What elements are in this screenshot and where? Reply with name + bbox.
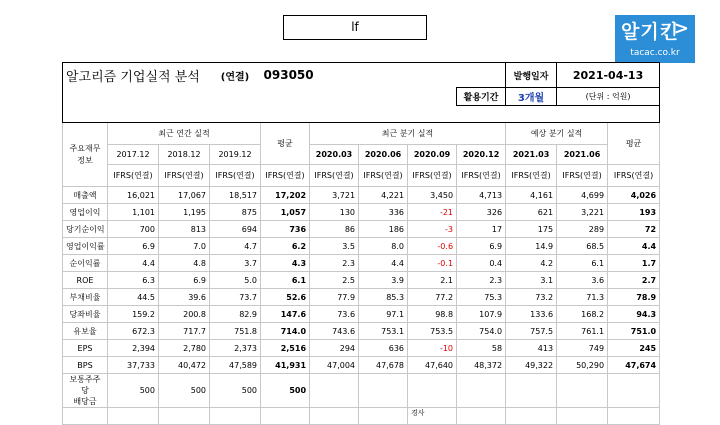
forecast-value[interactable]: 3.1 xyxy=(506,272,557,289)
forecast-average[interactable]: 751.0 xyxy=(608,323,660,340)
formula-bar[interactable] xyxy=(283,15,427,40)
col-header-forecast[interactable]: 2021.06 xyxy=(557,145,608,165)
chevron-right-icon: > xyxy=(673,18,689,39)
annual-value[interactable]: 44.5 xyxy=(108,289,159,306)
forecast-value[interactable]: 168.2 xyxy=(557,306,608,323)
annual-value[interactable]: 6.9 xyxy=(159,272,210,289)
group-forecast: 예상 분기 실적 xyxy=(506,123,608,145)
row-label: 유보율 xyxy=(63,323,108,340)
table-row xyxy=(63,221,660,238)
forecast-average[interactable]: 2.7 xyxy=(608,272,660,289)
ifrs-label[interactable]: IFRS(연결) xyxy=(210,165,261,187)
bottom-note: 경사 xyxy=(408,408,457,425)
stock-code: 093050 xyxy=(261,63,359,88)
quarter-value[interactable]: 753.1 xyxy=(359,323,408,340)
empty-cell xyxy=(506,408,557,425)
forecast-value[interactable]: 50,290 xyxy=(557,357,608,374)
annual-value[interactable]: 813 xyxy=(159,221,210,238)
quarter-value[interactable] xyxy=(359,374,408,408)
forecast-value[interactable]: 761.1 xyxy=(557,323,608,340)
forecast-value[interactable]: 49,322 xyxy=(506,357,557,374)
table-row xyxy=(63,357,660,374)
quarter-value[interactable]: 4,713 xyxy=(457,187,506,204)
group-annual: 최근 연간 실적 xyxy=(108,123,261,145)
empty-cell xyxy=(457,408,506,425)
annual-value[interactable]: 6.9 xyxy=(108,238,159,255)
annual-average[interactable]: 6.1 xyxy=(261,272,310,289)
quarter-value[interactable]: 3,450 xyxy=(408,187,457,204)
annual-average[interactable]: 500 xyxy=(261,374,310,408)
quarter-value[interactable]: 58 xyxy=(457,340,506,357)
row-label: 보통주주당 배당금 xyxy=(63,374,108,408)
annual-value[interactable]: 2,394 xyxy=(108,340,159,357)
brand-logo[interactable] xyxy=(615,15,695,63)
table-row xyxy=(63,323,660,340)
table-row xyxy=(63,340,660,357)
annual-value[interactable]: 7.0 xyxy=(159,238,210,255)
quarter-value[interactable]: 186 xyxy=(359,221,408,238)
col-header-forecast[interactable]: 2021.03 xyxy=(506,145,557,165)
quarter-value[interactable]: 2.3 xyxy=(310,255,359,272)
forecast-value[interactable]: 4.2 xyxy=(506,255,557,272)
ifrs-label[interactable]: IFRS(연결) xyxy=(557,165,608,187)
quarter-value[interactable]: 77.2 xyxy=(408,289,457,306)
header-row-3 xyxy=(63,106,660,123)
quarter-value[interactable]: 294 xyxy=(310,340,359,357)
annual-value[interactable]: 6.3 xyxy=(108,272,159,289)
forecast-value[interactable]: 289 xyxy=(557,221,608,238)
row-label: 당기순이익 xyxy=(63,221,108,238)
period-label: 활용기간 xyxy=(457,88,506,106)
forecast-average[interactable]: 4,026 xyxy=(608,187,660,204)
quarter-value[interactable]: 4,221 xyxy=(359,187,408,204)
forecast-value[interactable]: 3.6 xyxy=(557,272,608,289)
forecast-average[interactable]: 78.9 xyxy=(608,289,660,306)
annual-value[interactable]: 1,195 xyxy=(159,204,210,221)
table-row xyxy=(63,289,660,306)
col-header-annual[interactable]: 2017.12 xyxy=(108,145,159,165)
forecast-average[interactable]: 94.3 xyxy=(608,306,660,323)
table-row xyxy=(63,374,660,408)
formula-value: lf xyxy=(351,20,359,34)
annual-value[interactable]: 159.2 xyxy=(108,306,159,323)
table-row xyxy=(63,306,660,323)
annual-value[interactable]: 875 xyxy=(210,204,261,221)
annual-value[interactable]: 1,101 xyxy=(108,204,159,221)
table-row xyxy=(63,408,660,425)
quarter-value[interactable]: 73.6 xyxy=(310,306,359,323)
quarter-value[interactable] xyxy=(310,374,359,408)
forecast-average[interactable] xyxy=(608,374,660,408)
annual-value[interactable]: 694 xyxy=(210,221,261,238)
forecast-avg-header: 평균 xyxy=(608,123,660,165)
quarter-value[interactable]: 2.5 xyxy=(310,272,359,289)
quarter-value[interactable]: 130 xyxy=(310,204,359,221)
ifrs-label[interactable]: IFRS(연결) xyxy=(108,165,159,187)
quarter-value[interactable]: 326 xyxy=(457,204,506,221)
consolidated-label: (연결) xyxy=(210,63,261,88)
empty-cell xyxy=(63,408,108,425)
annual-average[interactable]: 2,516 xyxy=(261,340,310,357)
annual-value[interactable]: 500 xyxy=(159,374,210,408)
annual-average[interactable]: 6.2 xyxy=(261,238,310,255)
quarter-value[interactable]: 754.0 xyxy=(457,323,506,340)
annual-value[interactable]: 17,067 xyxy=(159,187,210,204)
issue-date-label: 발행일자 xyxy=(506,63,557,88)
forecast-value[interactable]: 621 xyxy=(506,204,557,221)
annual-value[interactable]: 5.0 xyxy=(210,272,261,289)
annual-avg-header: 평균 xyxy=(261,123,310,165)
empty-cell xyxy=(310,408,359,425)
forecast-value[interactable]: 175 xyxy=(506,221,557,238)
annual-average[interactable]: 714.0 xyxy=(261,323,310,340)
annual-value[interactable]: 39.6 xyxy=(159,289,210,306)
header-row-1 xyxy=(63,63,660,88)
annual-value[interactable]: 3.7 xyxy=(210,255,261,272)
forecast-value[interactable]: 3,221 xyxy=(557,204,608,221)
col-header-annual[interactable]: 2019.12 xyxy=(210,145,261,165)
issue-date[interactable]: 2021-04-13 xyxy=(557,63,660,88)
table-row xyxy=(63,238,660,255)
quarter-value[interactable]: 3,721 xyxy=(310,187,359,204)
ifrs-label[interactable]: IFRS(연결) xyxy=(408,165,457,187)
forecast-value[interactable] xyxy=(506,374,557,408)
row-label: 영업이익 xyxy=(63,204,108,221)
annual-value[interactable]: 18,517 xyxy=(210,187,261,204)
table-row xyxy=(63,187,660,204)
quarter-value[interactable]: -21 xyxy=(408,204,457,221)
quarter-value[interactable]: 75.3 xyxy=(457,289,506,306)
annual-value[interactable]: 73.7 xyxy=(210,289,261,306)
report-title: 알고리즘 기업실적 분석 xyxy=(66,69,200,85)
quarter-value[interactable]: -0.6 xyxy=(408,238,457,255)
quarter-value[interactable]: 743.6 xyxy=(310,323,359,340)
annual-average[interactable]: 1,057 xyxy=(261,204,310,221)
empty-cell xyxy=(608,408,660,425)
quarter-value[interactable]: 6.9 xyxy=(457,238,506,255)
table-row xyxy=(63,272,660,289)
forecast-value[interactable]: 133.6 xyxy=(506,306,557,323)
quarter-value[interactable]: 86 xyxy=(310,221,359,238)
forecast-value[interactable]: 68.5 xyxy=(557,238,608,255)
col-header-annual[interactable]: 2018.12 xyxy=(159,145,210,165)
forecast-value[interactable] xyxy=(557,374,608,408)
quarter-value[interactable]: 85.3 xyxy=(359,289,408,306)
ifrs-label[interactable]: IFRS(연결) xyxy=(261,165,310,187)
logo-url: tacac.co.kr xyxy=(630,48,680,58)
col-header-quarter[interactable]: 2020.06 xyxy=(359,145,408,165)
header-row-2 xyxy=(63,88,660,106)
quarter-value[interactable]: 47,004 xyxy=(310,357,359,374)
annual-average[interactable]: 4.3 xyxy=(261,255,310,272)
forecast-average[interactable]: 72 xyxy=(608,221,660,238)
quarter-value[interactable]: 8.0 xyxy=(359,238,408,255)
annual-value[interactable]: 4.4 xyxy=(108,255,159,272)
empty-cell xyxy=(261,408,310,425)
earnings-table xyxy=(62,62,660,425)
quarter-value[interactable] xyxy=(408,374,457,408)
empty-cell xyxy=(108,408,159,425)
forecast-value[interactable]: 4,161 xyxy=(506,187,557,204)
quarter-value[interactable]: -10 xyxy=(408,340,457,357)
group-quarter: 최근 분기 실적 xyxy=(310,123,506,145)
data-body xyxy=(63,187,660,425)
row-label: EPS xyxy=(63,340,108,357)
annual-value[interactable]: 37,733 xyxy=(108,357,159,374)
col-header-quarter[interactable]: 2020.03 xyxy=(310,145,359,165)
annual-average[interactable]: 52.6 xyxy=(261,289,310,306)
ifrs-label[interactable]: IFRS(연결) xyxy=(359,165,408,187)
annual-value[interactable]: 200.8 xyxy=(159,306,210,323)
empty-cell xyxy=(359,408,408,425)
annual-value[interactable]: 40,472 xyxy=(159,357,210,374)
quarter-value[interactable]: 17 xyxy=(457,221,506,238)
unit-label: (단위 : 억원) xyxy=(557,88,660,106)
table-row xyxy=(63,255,660,272)
ifrs-row xyxy=(63,165,660,187)
empty-cell xyxy=(210,408,261,425)
annual-value[interactable]: 700 xyxy=(108,221,159,238)
logo-text: 알기킨 xyxy=(621,21,680,43)
row-header-label: 주요재무 정보 xyxy=(63,123,108,187)
quarter-value[interactable]: 3.5 xyxy=(310,238,359,255)
forecast-average[interactable]: 1.7 xyxy=(608,255,660,272)
row-label: BPS xyxy=(63,357,108,374)
forecast-value[interactable]: 73.2 xyxy=(506,289,557,306)
annual-value[interactable]: 2,373 xyxy=(210,340,261,357)
quarter-value[interactable]: 2.1 xyxy=(408,272,457,289)
annual-value[interactable]: 47,589 xyxy=(210,357,261,374)
annual-value[interactable]: 4.8 xyxy=(159,255,210,272)
row-label: 매출액 xyxy=(63,187,108,204)
annual-value[interactable]: 672.3 xyxy=(108,323,159,340)
empty-cell xyxy=(159,408,210,425)
quarter-value[interactable]: 97.1 xyxy=(359,306,408,323)
forecast-value[interactable]: 6.1 xyxy=(557,255,608,272)
ifrs-label[interactable]: IFRS(연결) xyxy=(608,165,660,187)
quarter-value[interactable]: 98.8 xyxy=(408,306,457,323)
quarter-value[interactable]: 48,372 xyxy=(457,357,506,374)
ifrs-label[interactable]: IFRS(연결) xyxy=(506,165,557,187)
quarter-value[interactable]: 47,678 xyxy=(359,357,408,374)
annual-average[interactable]: 736 xyxy=(261,221,310,238)
quarter-value[interactable]: 336 xyxy=(359,204,408,221)
quarter-value[interactable]: -0.1 xyxy=(408,255,457,272)
annual-value[interactable]: 4.7 xyxy=(210,238,261,255)
row-label: 순이익률 xyxy=(63,255,108,272)
forecast-value[interactable]: 757.5 xyxy=(506,323,557,340)
quarter-value[interactable]: 47,640 xyxy=(408,357,457,374)
annual-value[interactable]: 2,780 xyxy=(159,340,210,357)
annual-value[interactable]: 500 xyxy=(210,374,261,408)
quarter-value[interactable]: 77.9 xyxy=(310,289,359,306)
spreadsheet xyxy=(62,62,659,417)
annual-average[interactable]: 41,931 xyxy=(261,357,310,374)
period-row xyxy=(63,145,660,165)
quarter-value[interactable] xyxy=(457,374,506,408)
group-row xyxy=(63,123,660,145)
annual-value[interactable]: 82.9 xyxy=(210,306,261,323)
col-header-quarter[interactable]: 2020.12 xyxy=(457,145,506,165)
row-label: 영업이익률 xyxy=(63,238,108,255)
row-label: 부채비율 xyxy=(63,289,108,306)
forecast-average[interactable]: 4.4 xyxy=(608,238,660,255)
annual-value[interactable]: 500 xyxy=(108,374,159,408)
forecast-value[interactable]: 14.9 xyxy=(506,238,557,255)
table-row xyxy=(63,204,660,221)
quarter-value[interactable]: 753.5 xyxy=(408,323,457,340)
annual-value[interactable]: 717.7 xyxy=(159,323,210,340)
quarter-value[interactable]: 2.3 xyxy=(457,272,506,289)
quarter-value[interactable]: 4.4 xyxy=(359,255,408,272)
forecast-average[interactable]: 47,674 xyxy=(608,357,660,374)
row-label: 당좌비율 xyxy=(63,306,108,323)
quarter-value[interactable]: 636 xyxy=(359,340,408,357)
forecast-average[interactable]: 193 xyxy=(608,204,660,221)
quarter-value[interactable]: 107.9 xyxy=(457,306,506,323)
ifrs-label[interactable]: IFRS(연결) xyxy=(310,165,359,187)
forecast-average[interactable]: 245 xyxy=(608,340,660,357)
col-header-quarter[interactable]: 2020.09 xyxy=(408,145,457,165)
ifrs-label[interactable]: IFRS(연결) xyxy=(457,165,506,187)
annual-average[interactable]: 147.6 xyxy=(261,306,310,323)
annual-value[interactable]: 16,021 xyxy=(108,187,159,204)
forecast-value[interactable]: 71.3 xyxy=(557,289,608,306)
forecast-value[interactable]: 4,699 xyxy=(557,187,608,204)
row-label: ROE xyxy=(63,272,108,289)
period-value[interactable]: 3개월 xyxy=(506,88,557,106)
annual-average[interactable]: 17,202 xyxy=(261,187,310,204)
quarter-value[interactable]: -3 xyxy=(408,221,457,238)
forecast-value[interactable]: 413 xyxy=(506,340,557,357)
ifrs-label[interactable]: IFRS(연결) xyxy=(159,165,210,187)
empty-cell xyxy=(557,408,608,425)
quarter-value[interactable]: 0.4 xyxy=(457,255,506,272)
annual-value[interactable]: 751.8 xyxy=(210,323,261,340)
forecast-value[interactable]: 749 xyxy=(557,340,608,357)
quarter-value[interactable]: 3.9 xyxy=(359,272,408,289)
